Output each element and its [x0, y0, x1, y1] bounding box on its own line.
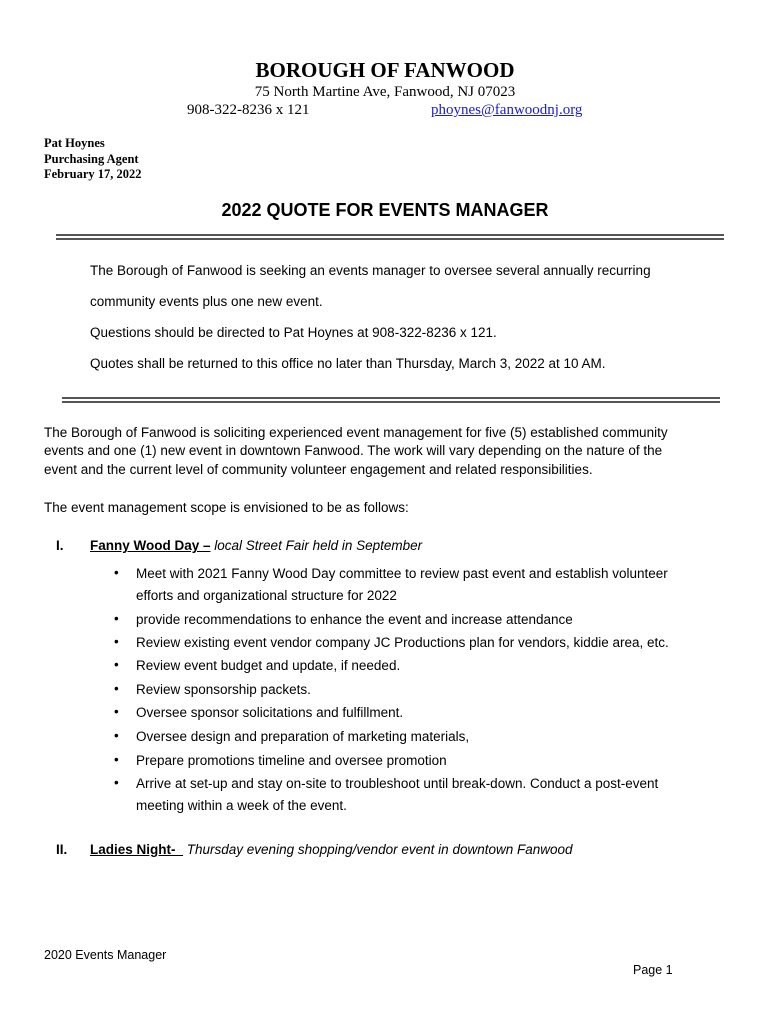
intro-divider [62, 397, 720, 403]
sender-date: February 17, 2022 [44, 167, 142, 181]
letterhead-address: 75 North Martine Ave, Fanwood, NJ 07023 [254, 84, 516, 100]
sender-role: Purchasing Agent [44, 152, 139, 166]
section-1-bullet-5: Review sponsorship packets. [136, 682, 311, 697]
body-para1-line-3: event and the current level of community volunteer engagement and related responsibilities. [44, 462, 593, 477]
section-1-bullet-9: Arrive at set-up and stay on-site to troubleshoot until break-down. Conduct a post-event meeting within a week of the event. [136, 776, 659, 813]
intro-line-4: Quotes shall be returned to this office no later than Thursday, March 3, 2022 at 10 AM. [90, 356, 606, 371]
footer-page-number: Page 1 [633, 963, 673, 977]
heading-divider [56, 234, 724, 240]
body-para1-line-1: The Borough of Fanwood is soliciting experienced event management for five (5) established community [44, 425, 668, 440]
section-1-bullet-3: Review existing event vendor company JC Productions plan for vendors, kiddie area, etc. [136, 635, 669, 650]
letterhead-title: BOROUGH OF FANWOOD [255, 58, 515, 82]
bullet-icon: • [114, 775, 119, 790]
section-1-bullet-6: Oversee sponsor solicitations and fulfillment. [136, 705, 404, 720]
section-1-bullet-2: provide recommendations to enhance the event and increase attendance [136, 612, 573, 627]
letterhead-email-link[interactable]: phoynes@fanwoodnj.org [431, 102, 583, 118]
bullet-icon: • [114, 634, 119, 649]
section-1-bullet-1: Meet with 2021 Fanny Wood Day committee to review past event and establish volunteer efforts and organizational structure for 2022 [136, 566, 668, 603]
section-1-title: Fanny Wood Day – [90, 538, 211, 553]
section-1-bullet-8: Prepare promotions timeline and oversee promotion [136, 753, 447, 768]
section-1-subtitle: local Street Fair held in September [210, 538, 423, 553]
bullet-icon: • [114, 752, 119, 767]
sender-name: Pat Hoynes [44, 136, 105, 150]
intro-line-1: The Borough of Fanwood is seeking an events manager to oversee several annually recurring [90, 263, 651, 278]
bullet-icon: • [114, 681, 119, 696]
section-1-bullet-4: Review event budget and update, if needed. [136, 658, 401, 673]
intro-line-3: Questions should be directed to Pat Hoynes at 908-322-8236 x 121. [90, 325, 497, 340]
intro-line-2: community events plus one new event. [90, 294, 323, 309]
bullet-icon: • [114, 728, 119, 743]
section-1-numeral: I. [56, 538, 64, 553]
section-2-title: Ladies Night- [90, 842, 184, 857]
section-2-heading [90, 842, 573, 857]
body-para2: The event management scope is envisioned to be as follows: [44, 500, 409, 515]
footer-document-name: 2020 Events Manager [44, 948, 167, 962]
section-2-subtitle: Thursday evening shopping/vendor event in downtown Fanwood [183, 842, 573, 857]
section-1-heading [90, 538, 422, 553]
bullet-icon: • [114, 611, 119, 626]
bullet-icon: • [114, 657, 119, 672]
section-1-bullet-7: Oversee design and preparation of marketing materials, [136, 729, 470, 744]
bullet-icon: • [114, 704, 119, 719]
letterhead-phone: 908-322-8236 x 121 [187, 102, 310, 118]
bullet-icon: • [114, 565, 119, 580]
section-2-numeral: II. [56, 842, 68, 857]
body-para1-line-2: events and one (1) new event in downtown Fanwood. The work will vary depending on the nature of the [44, 443, 663, 458]
document-heading: 2022 QUOTE FOR EVENTS MANAGER [221, 200, 549, 220]
